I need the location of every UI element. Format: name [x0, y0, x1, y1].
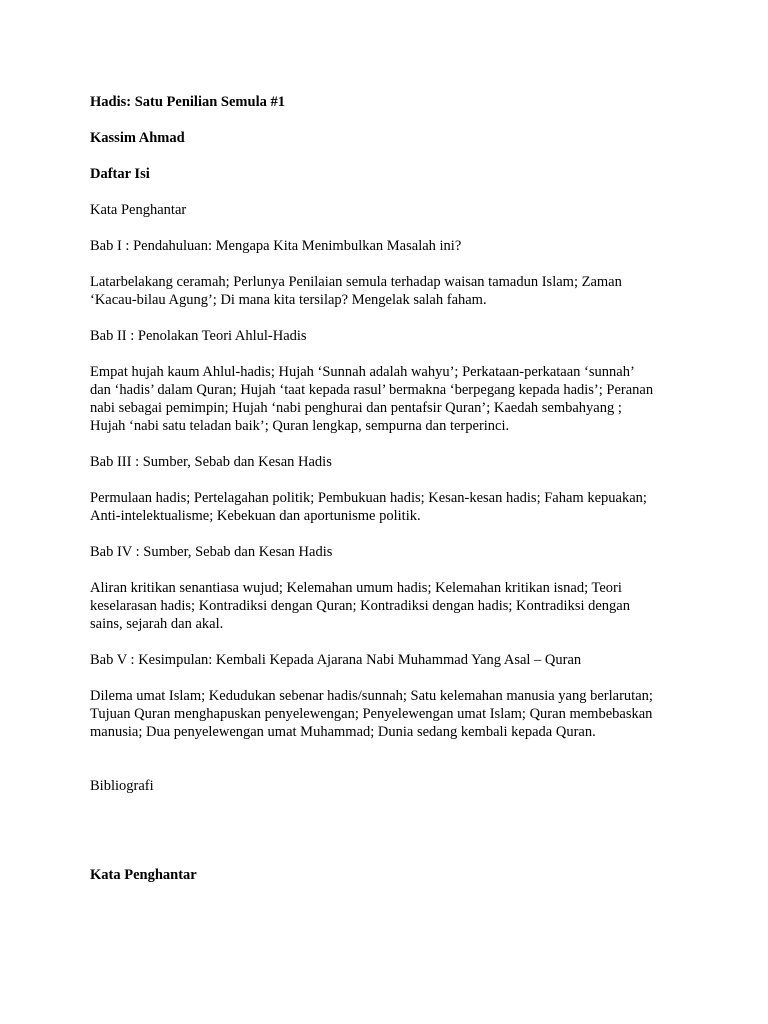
toc-foreword-entry: Kata Penghantar [90, 202, 187, 218]
summary-line: Aliran kritikan senantiasa wujud; Kelemahan umum hadis; Kelemahan kritikan isnad; Teori [90, 580, 622, 596]
summary-line: manusia; Dua penyelewengan umat Muhammad; Dunia sedang kembali kepada Quran. [90, 724, 596, 740]
summary-line: Hujah ‘nabi satu teladan baik’; Quran lengkap, sempurna dan terperinci. [90, 418, 510, 434]
toc-heading: Daftar Isi [90, 166, 150, 182]
summary-line: dan ‘hadis’ dalam Quran; Hujah ‘taat kepada rasul’ bermakna ‘berpegang kepada hadis’; Peranan [90, 382, 654, 398]
summary-line: Dilema umat Islam; Kedudukan sebenar hadis/sunnah; Satu kelemahan manusia yang berlarutan; [90, 688, 653, 704]
summary-line: nabi sebagai pemimpin; Hujah ‘nabi penghurai dan pentafsir Quran’; Kaedah sembahyang ; [90, 400, 622, 416]
chapter-4-summary [90, 579, 630, 633]
summary-line: Empat hujah kaum Ahlul-hadis; Hujah ‘Sunnah adalah wahyu’; Perkataan-perkataan ‘sunnah’ [90, 364, 635, 380]
chapter-5-heading: Bab V : Kesimpulan: Kembali Kepada Ajarana Nabi Muhammad Yang Asal – Quran [90, 652, 582, 668]
document-title: Hadis: Satu Penilian Semula #1 [90, 94, 285, 110]
chapter-3-heading: Bab III : Sumber, Sebab dan Kesan Hadis [90, 454, 332, 470]
chapter-1-summary [90, 273, 622, 309]
summary-line: ‘Kacau-bilau Agung’; Di mana kita tersilap? Mengelak salah faham. [90, 292, 487, 308]
chapter-2-heading: Bab II : Penolakan Teori Ahlul-Hadis [90, 328, 307, 344]
summary-line: Permulaan hadis; Pertelagahan politik; Pembukuan hadis; Kesan-kesan hadis; Faham kepuakan; [90, 490, 647, 506]
summary-line: Anti-intelektualisme; Kebekuan dan aportunisme politik. [90, 508, 421, 524]
summary-line: sains, sejarah dan akal. [90, 616, 224, 632]
summary-line: Latarbelakang ceramah; Perlunya Penilaian semula terhadap waisan tamadun Islam; Zaman [90, 274, 622, 290]
chapter-4-heading: Bab IV : Sumber, Sebab dan Kesan Hadis [90, 544, 333, 560]
author-name: Kassim Ahmad [90, 130, 185, 146]
chapter-3-summary [90, 489, 647, 525]
section-heading: Kata Penghantar [90, 867, 197, 883]
chapter-2-summary [90, 363, 653, 435]
toc-bibliography-entry: Bibliografi [90, 778, 154, 794]
summary-line: keselarasan hadis; Kontradiksi dengan Quran; Kontradiksi dengan hadis; Kontradiksi dengan [90, 598, 630, 614]
summary-line: Tujuan Quran menghapuskan penyelewengan; Penyelewengan umat Islam; Quran membebaskan [90, 706, 653, 722]
chapter-1-heading: Bab I : Pendahuluan: Mengapa Kita Menimbulkan Masalah ini? [90, 238, 462, 254]
chapter-5-summary [90, 687, 653, 741]
